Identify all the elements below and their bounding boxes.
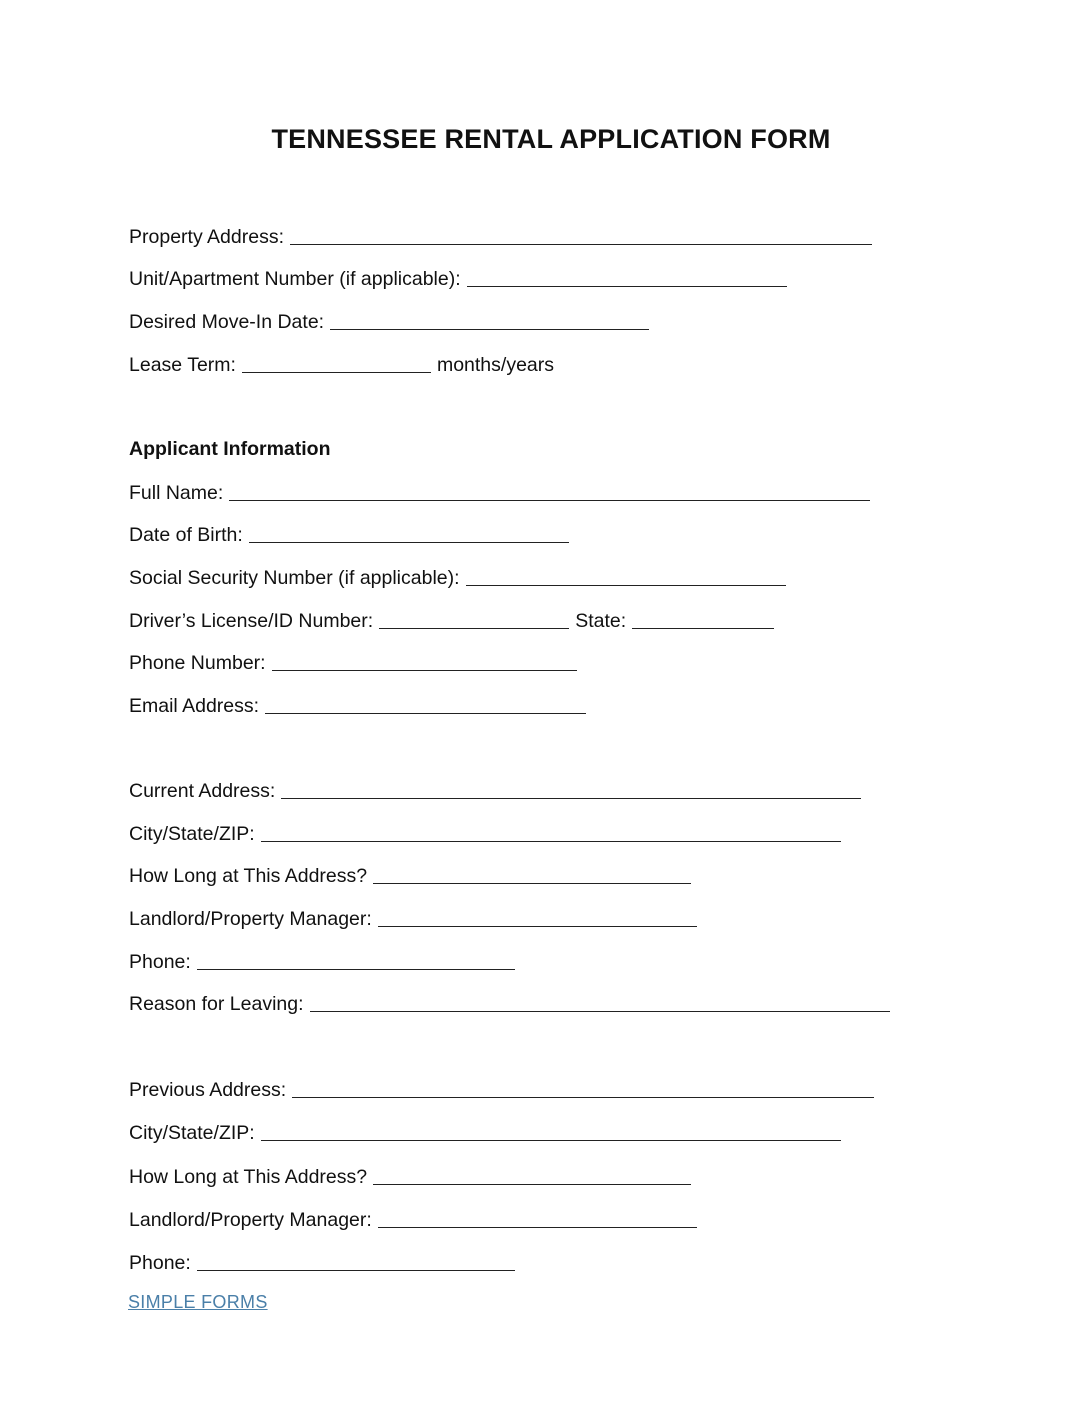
state-label: State:: [575, 610, 627, 632]
email-field[interactable]: [265, 695, 586, 714]
previous-landlord-row: [129, 1207, 697, 1232]
previous-how-long-row: [129, 1164, 691, 1189]
lease-term-row: [129, 352, 554, 377]
previous-city-row: [129, 1120, 841, 1145]
current-how-long-label: How Long at This Address?: [129, 865, 368, 887]
current-address-field[interactable]: [281, 780, 861, 799]
previous-city-label: City/State/ZIP:: [129, 1122, 255, 1144]
current-city-label: City/State/ZIP:: [129, 823, 255, 845]
unit-number-field[interactable]: [467, 268, 787, 287]
license-label: Driver’s License/ID Number:: [129, 610, 374, 632]
current-landlord-label: Landlord/Property Manager:: [129, 908, 372, 930]
current-address-label: Current Address:: [129, 780, 276, 802]
move-in-date-row: [129, 309, 649, 334]
property-address-label: Property Address:: [129, 226, 284, 248]
license-row: [129, 608, 774, 633]
simple-forms-link[interactable]: SIMPLE FORMS: [128, 1292, 268, 1312]
lease-term-suffix: months/years: [436, 354, 555, 376]
lease-term-label: Lease Term:: [129, 354, 236, 376]
previous-address-field[interactable]: [292, 1079, 874, 1098]
state-field[interactable]: [632, 610, 774, 629]
page-title: TENNESSEE RENTAL APPLICATION FORM: [271, 124, 831, 154]
previous-address-label: Previous Address:: [129, 1079, 287, 1101]
current-phone-label: Phone:: [129, 951, 191, 973]
current-city-row: [129, 821, 841, 846]
property-address-field[interactable]: [290, 226, 872, 245]
previous-phone-field[interactable]: [197, 1252, 515, 1271]
full-name-field[interactable]: [229, 482, 870, 501]
lease-term-field[interactable]: [242, 354, 431, 373]
previous-landlord-label: Landlord/Property Manager:: [129, 1209, 372, 1231]
current-how-long-row: [129, 863, 691, 888]
previous-phone-row: [129, 1250, 515, 1275]
unit-number-label: Unit/Apartment Number (if applicable):: [129, 268, 461, 290]
previous-phone-label: Phone:: [129, 1252, 191, 1274]
applicant-info-heading: Applicant Information: [129, 438, 331, 460]
reason-leaving-field[interactable]: [310, 993, 890, 1012]
current-how-long-field[interactable]: [373, 865, 691, 884]
previous-city-field[interactable]: [261, 1122, 841, 1141]
unit-number-row: [129, 266, 787, 291]
phone-number-row: [129, 650, 577, 675]
move-in-date-field[interactable]: [330, 311, 649, 330]
phone-number-label: Phone Number:: [129, 652, 266, 674]
dob-field[interactable]: [249, 524, 569, 543]
reason-leaving-row: [129, 991, 890, 1016]
full-name-row: [129, 480, 870, 505]
ssn-row: [129, 565, 786, 590]
dob-label: Date of Birth:: [129, 524, 243, 546]
current-phone-row: [129, 949, 515, 974]
phone-number-field[interactable]: [272, 652, 577, 671]
property-address-row: [129, 224, 872, 249]
current-address-row: [129, 778, 861, 803]
ssn-label: Social Security Number (if applicable):: [129, 567, 460, 589]
email-row: [129, 693, 586, 718]
previous-address-row: [129, 1077, 874, 1102]
move-in-date-label: Desired Move-In Date:: [129, 311, 325, 333]
full-name-label: Full Name:: [129, 482, 224, 504]
current-city-field[interactable]: [261, 823, 841, 842]
previous-landlord-field[interactable]: [378, 1209, 697, 1228]
dob-row: [129, 522, 569, 547]
previous-how-long-label: How Long at This Address?: [129, 1166, 368, 1188]
current-landlord-field[interactable]: [378, 908, 697, 927]
current-phone-field[interactable]: [197, 951, 515, 970]
email-label: Email Address:: [129, 695, 260, 717]
current-landlord-row: [129, 906, 697, 931]
license-field[interactable]: [379, 610, 569, 629]
ssn-field[interactable]: [466, 567, 786, 586]
previous-how-long-field[interactable]: [373, 1166, 691, 1185]
reason-leaving-label: Reason for Leaving:: [129, 993, 304, 1015]
